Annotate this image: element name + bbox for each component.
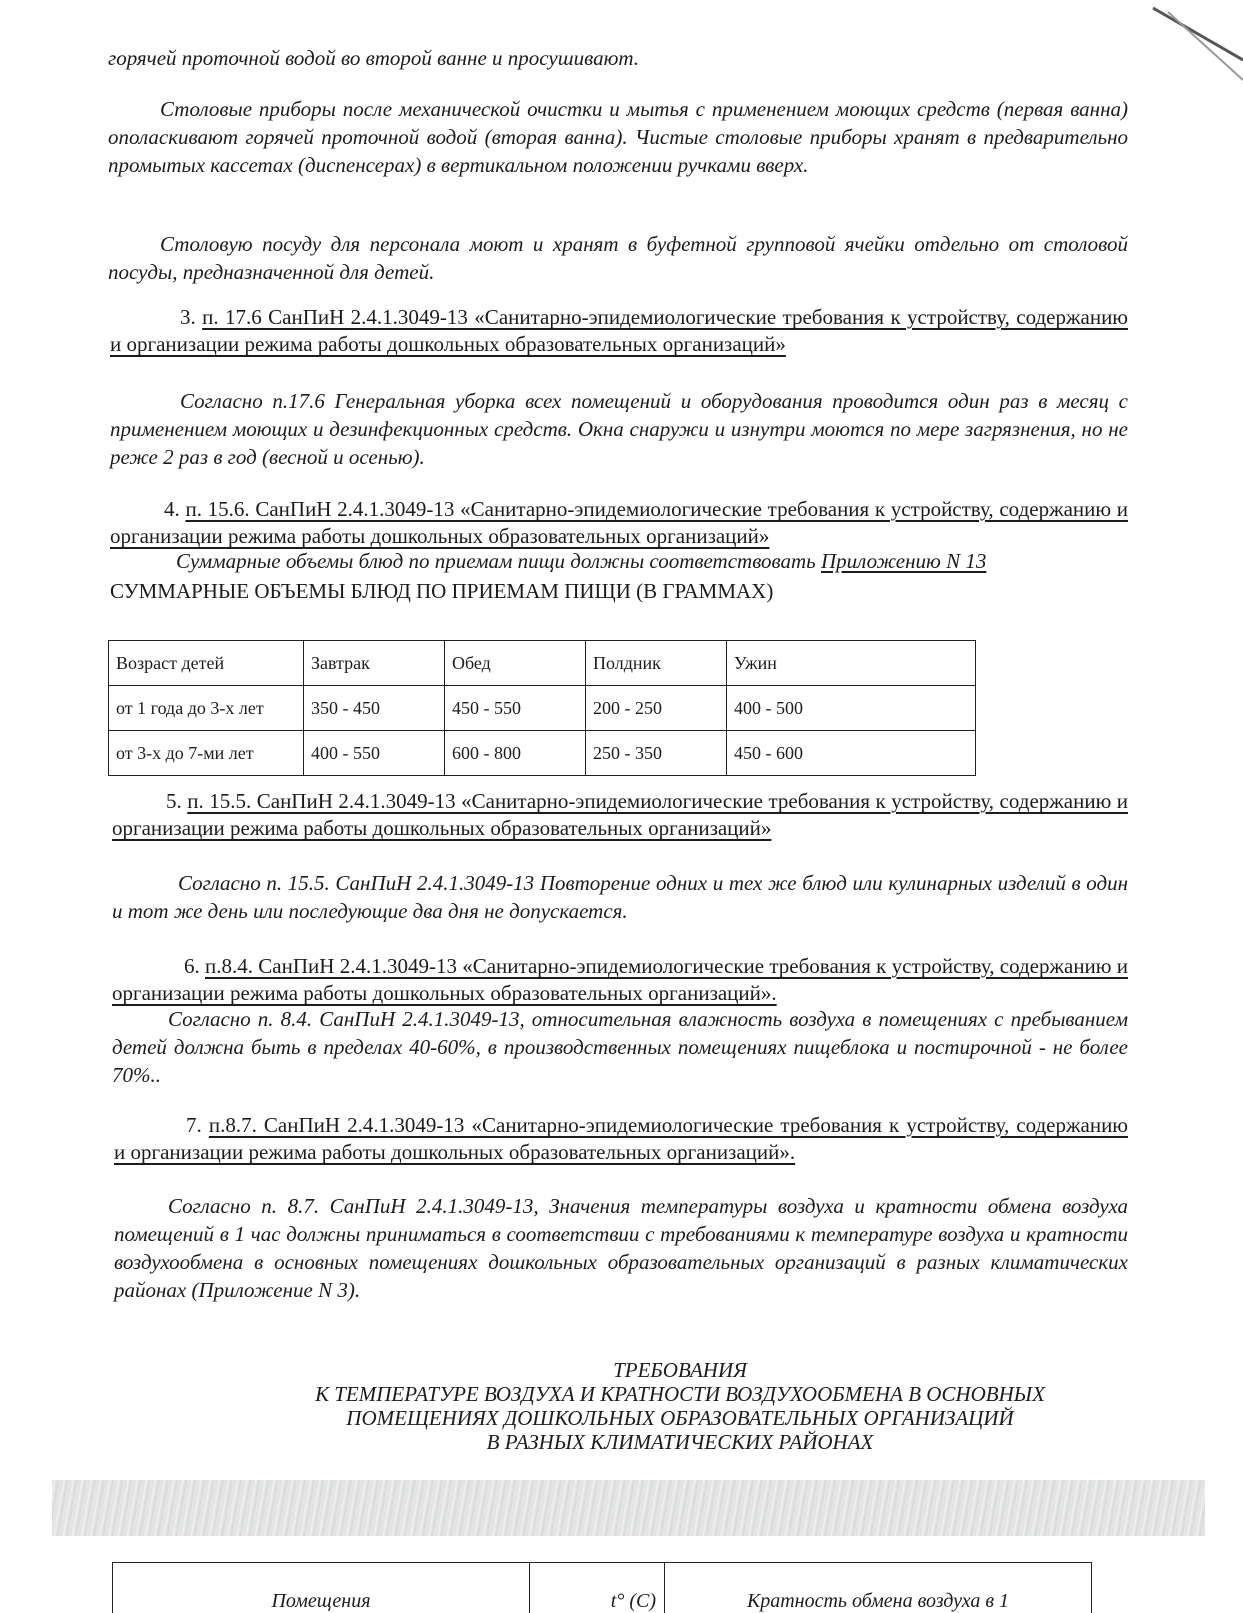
meal-volume-table: [108, 640, 976, 776]
requirements-line-4: В РАЗНЫХ КЛИМАТИЧЕСКИХ РАЙОНАХ: [200, 1430, 1160, 1454]
header-cell-snack: Полдник: [586, 641, 727, 686]
item-7-body: Согласно п. 8.7. СанПиН 2.4.1.3049-13, Значения температуры воздуха и кратности обмена воздуха помещений в 1 час должны приниматься в соответствии с требованиями к температуре воздуха и кратности воздухообмена в основных помещениях дошкольных образовательных организаций в разных климатических районах (Приложение N 3).: [114, 1192, 1128, 1304]
table-cell: 200 - 250: [586, 686, 727, 731]
header-cell-air-exchange: Кратность обмена воздуха в 1: [665, 1563, 1092, 1613]
item-4-number: 4.: [164, 497, 180, 521]
item-7-title: п.8.7. СанПиН 2.4.1.3049-13 «Санитарно-эпидемиологические требования к устройству, содержанию и организации режима работы дошкольных образовательных организаций».: [114, 1113, 1128, 1164]
paragraph-rinse: горячей проточной водой во второй ванне и просушивают.: [108, 44, 1128, 72]
table-row: [109, 731, 976, 776]
item-4-title: п. 15.6. СанПиН 2.4.1.3049-13 «Санитарно-эпидемиологические требования к устройству, содержанию и организации режима работы дошкольных образовательных организаций»: [110, 497, 1128, 548]
table-cell: 600 - 800: [445, 731, 586, 776]
table-header-row: [113, 1563, 1092, 1613]
header-cell-lunch: Обед: [445, 641, 586, 686]
item-5-number: 5.: [166, 789, 182, 813]
meal-table-caption: СУММАРНЫЕ ОБЪЕМЫ БЛЮД ПО ПРИЕМАМ ПИЩИ (В ГРАММАХ): [110, 577, 773, 605]
table-cell: от 1 года до 3-х лет: [109, 686, 304, 731]
appendix-13-link[interactable]: Приложению N 13: [821, 549, 986, 573]
table-cell: 400 - 500: [727, 686, 976, 731]
requirements-heading: [200, 1358, 1160, 1454]
table-cell: 450 - 600: [727, 731, 976, 776]
header-cell-rooms: Помещения: [113, 1563, 530, 1613]
item-3-body: Согласно п.17.6 Генеральная уборка всех помещений и оборудования проводится один раз в месяц с применением моющих и дезинфекционных средств. Окна снаружи и изнутри моются по мере загрязнения, но не реже 2 раз в год (весной и осенью).: [110, 387, 1128, 471]
requirements-line-2: К ТЕМПЕРАТУРЕ ВОЗДУХА И КРАТНОСТИ ВОЗДУХООБМЕНА В ОСНОВНЫХ: [200, 1382, 1160, 1406]
table-cell: 250 - 350: [586, 731, 727, 776]
paragraph-cutlery: Столовые приборы после механической очистки и мытья с применением моющих средств (первая ванна) ополаскивают горячей проточной водой (вторая ванна). Чистые столовые приборы хранят в предварительно промытых кассетах (диспенсерах) в вертикальном положении ручками вверх.: [108, 95, 1128, 179]
item-3-title: п. 17.6 СанПиН 2.4.1.3049-13 «Санитарно-эпидемиологические требования к устройству, содержанию и организации режима работы дошкольных образовательных организаций»: [110, 305, 1128, 356]
item-7-heading: [114, 1112, 1128, 1166]
table-row: [109, 686, 976, 731]
item-3-heading: [110, 304, 1128, 358]
item-3-number: 3.: [180, 305, 196, 329]
scan-artifact-band: [52, 1480, 1205, 1536]
header-cell-breakfast: Завтрак: [304, 641, 445, 686]
table-cell: от 3-х до 7-ми лет: [109, 731, 304, 776]
item-4-body-text: Суммарные объемы блюд по приемам пищи должны соответствовать: [176, 549, 816, 573]
item-5-title: п. 15.5. СанПиН 2.4.1.3049-13 «Санитарно-эпидемиологические требования к устройству, содержанию и организации режима работы дошкольных образовательных организаций»: [112, 789, 1128, 840]
header-cell-age: Возраст детей: [109, 641, 304, 686]
item-6-number: 6.: [184, 954, 200, 978]
table-header-row: [109, 641, 976, 686]
header-cell-temperature: t° (C): [530, 1563, 665, 1613]
item-5-heading: [112, 788, 1128, 842]
table-cell: 450 - 550: [445, 686, 586, 731]
item-5-body: Согласно п. 15.5. СанПиН 2.4.1.3049-13 Повторение одних и тех же блюд или кулинарных изделий в один и тот же день или последующие два дня не допускается.: [112, 869, 1128, 925]
requirements-line-3: ПОМЕЩЕНИЯХ ДОШКОЛЬНЫХ ОБРАЗОВАТЕЛЬНЫХ ОРГАНИЗАЦИЙ: [200, 1406, 1160, 1430]
table-cell: 350 - 450: [304, 686, 445, 731]
requirements-line-1: ТРЕБОВАНИЯ: [200, 1358, 1160, 1382]
climate-table: [112, 1562, 1092, 1613]
item-4-heading: [110, 496, 1128, 550]
paragraph-staff-dishes: Столовую посуду для персонала моют и хранят в буфетной групповой ячейки отдельно от столовой посуды, предназначенной для детей.: [108, 230, 1128, 286]
table-cell: 400 - 550: [304, 731, 445, 776]
item-6-body: Согласно п. 8.4. СанПиН 2.4.1.3049-13, относительная влажность воздуха в помещениях с пребыванием детей должна быть в пределах 40-60%, в производственных помещениях пищеблока и постирочной - не более 70%..: [112, 1005, 1128, 1089]
item-7-number: 7.: [186, 1113, 202, 1137]
item-6-title: п.8.4. СанПиН 2.4.1.3049-13 «Санитарно-эпидемиологические требования к устройству, содержанию и организации режима работы дошкольных образовательных организаций».: [112, 954, 1128, 1005]
header-cell-dinner: Ужин: [727, 641, 976, 686]
item-6-heading: [112, 953, 1128, 1007]
item-4-body: [110, 547, 1128, 575]
